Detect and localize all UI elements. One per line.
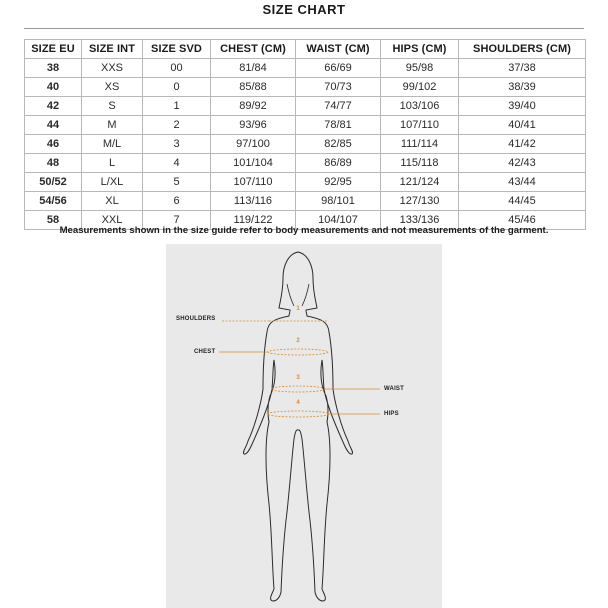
table-cell: 113/116 xyxy=(211,192,296,211)
table-cell: 5 xyxy=(143,173,211,192)
table-cell: 78/81 xyxy=(296,116,381,135)
table-row xyxy=(25,192,586,211)
table-cell: 2 xyxy=(143,116,211,135)
table-row xyxy=(25,154,586,173)
table-cell: 70/73 xyxy=(296,78,381,97)
table-cell: 103/106 xyxy=(381,97,459,116)
table-cell: 42 xyxy=(25,97,82,116)
waist-label: WAIST xyxy=(384,386,404,392)
table-cell: 38 xyxy=(25,59,82,78)
column-header: SHOULDERS (CM) xyxy=(459,40,586,59)
table-cell: 95/98 xyxy=(381,59,459,78)
table-cell: 40/41 xyxy=(459,116,586,135)
table-cell: 85/88 xyxy=(211,78,296,97)
table-header-row xyxy=(25,40,586,59)
column-header: SIZE EU xyxy=(25,40,82,59)
table-cell: XL xyxy=(82,192,143,211)
chest-marker: 2 xyxy=(296,338,300,344)
table-cell: 107/110 xyxy=(211,173,296,192)
body-measurement-figure xyxy=(166,244,442,608)
waist-measure-ellipse xyxy=(271,386,325,392)
table-cell: 38/39 xyxy=(459,78,586,97)
table-cell: XXL xyxy=(82,211,143,230)
table-cell: 7 xyxy=(143,211,211,230)
hips-label: HIPS xyxy=(384,411,399,417)
table-cell: 44/45 xyxy=(459,192,586,211)
table-cell: 58 xyxy=(25,211,82,230)
column-header: SIZE SVD xyxy=(143,40,211,59)
table-cell: 50/52 xyxy=(25,173,82,192)
table-cell: XXS xyxy=(82,59,143,78)
column-header: CHEST (CM) xyxy=(211,40,296,59)
table-row xyxy=(25,97,586,116)
table-cell: 54/56 xyxy=(25,192,82,211)
table-cell: 0 xyxy=(143,78,211,97)
body-outline xyxy=(243,252,352,601)
table-cell: M/L xyxy=(82,135,143,154)
measurement-note: Measurements shown in the size guide refer to body measurements and not measurements of the garment. xyxy=(59,225,549,236)
table-cell: L/XL xyxy=(82,173,143,192)
waist-marker: 3 xyxy=(296,375,300,381)
table-cell: M xyxy=(82,116,143,135)
shoulders-marker: 1 xyxy=(296,306,300,312)
column-header: WAIST (CM) xyxy=(296,40,381,59)
table-cell: 40 xyxy=(25,78,82,97)
table-cell: 6 xyxy=(143,192,211,211)
table-cell: 46 xyxy=(25,135,82,154)
table-cell: 127/130 xyxy=(381,192,459,211)
table-cell: 48 xyxy=(25,154,82,173)
table-cell: 81/84 xyxy=(211,59,296,78)
table-cell: 42/43 xyxy=(459,154,586,173)
table-cell: 104/107 xyxy=(296,211,381,230)
column-header: HIPS (CM) xyxy=(381,40,459,59)
table-cell: 44 xyxy=(25,116,82,135)
table-cell: 66/69 xyxy=(296,59,381,78)
table-cell: 74/77 xyxy=(296,97,381,116)
shoulders-label: SHOULDERS xyxy=(176,316,216,322)
table-cell: 119/122 xyxy=(211,211,296,230)
table-cell: 41/42 xyxy=(459,135,586,154)
table-cell: 37/38 xyxy=(459,59,586,78)
table-cell: 97/100 xyxy=(211,135,296,154)
table-row xyxy=(25,59,586,78)
table-cell: 43/44 xyxy=(459,173,586,192)
table-cell: 1 xyxy=(143,97,211,116)
table-row xyxy=(25,135,586,154)
table-cell: 98/101 xyxy=(296,192,381,211)
chest-measure-ellipse xyxy=(268,349,328,355)
body-silhouette-svg xyxy=(166,244,442,608)
table-cell: 86/89 xyxy=(296,154,381,173)
table-cell: 99/102 xyxy=(381,78,459,97)
table-cell: 89/92 xyxy=(211,97,296,116)
table-row xyxy=(25,116,586,135)
table-cell: 82/85 xyxy=(296,135,381,154)
table-cell: XS xyxy=(82,78,143,97)
hair-line xyxy=(287,284,309,306)
table-cell: S xyxy=(82,97,143,116)
table-cell: 93/96 xyxy=(211,116,296,135)
table-cell: 92/95 xyxy=(296,173,381,192)
page-title: SIZE CHART xyxy=(262,2,346,17)
table-cell: 133/136 xyxy=(381,211,459,230)
table-row xyxy=(25,78,586,97)
table-cell: 115/118 xyxy=(381,154,459,173)
column-header: SIZE INT xyxy=(82,40,143,59)
table-cell: 4 xyxy=(143,154,211,173)
title-divider xyxy=(24,28,584,29)
table-cell: 121/124 xyxy=(381,173,459,192)
size-table xyxy=(24,39,586,230)
table-cell: 101/104 xyxy=(211,154,296,173)
chest-label: CHEST xyxy=(194,349,216,355)
table-cell: 111/114 xyxy=(381,135,459,154)
table-cell: 00 xyxy=(143,59,211,78)
table-cell: 39/40 xyxy=(459,97,586,116)
hips-marker: 4 xyxy=(296,400,300,406)
table-cell: 3 xyxy=(143,135,211,154)
table-cell: L xyxy=(82,154,143,173)
table-cell: 107/110 xyxy=(381,116,459,135)
hips-measure-ellipse xyxy=(267,411,329,417)
table-cell: 45/46 xyxy=(459,211,586,230)
table-row xyxy=(25,173,586,192)
